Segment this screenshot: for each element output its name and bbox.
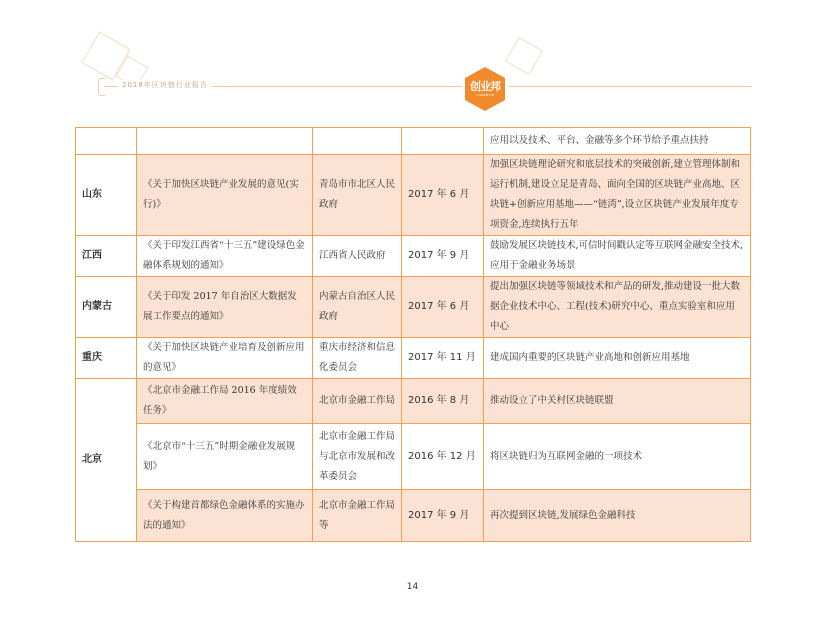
header-divider-right bbox=[508, 86, 752, 87]
date-cell: 2017 年 6 月 bbox=[402, 155, 484, 236]
date-cell: 2017 年 9 月 bbox=[402, 490, 484, 542]
header-bracket bbox=[98, 78, 105, 96]
logo bbox=[462, 66, 508, 112]
table-row bbox=[76, 155, 751, 236]
content-cell: 应用以及技术、平台、金融等多个环节给予重点扶持 bbox=[484, 128, 751, 155]
table-row bbox=[76, 424, 751, 490]
report-title: 2018年区块链行业报告 bbox=[118, 80, 212, 90]
logo-text: 创业邦 bbox=[470, 80, 500, 93]
agency-cell: 青岛市市北区人民政府 bbox=[313, 155, 402, 236]
date-cell: 2017 年 11 月 bbox=[402, 338, 484, 379]
agency-cell: 江西省人民政府 bbox=[313, 236, 402, 277]
province-cell: 山东 bbox=[76, 155, 137, 236]
policy-cell: 《北京市金融工作局 2016 年度绩效任务》 bbox=[137, 379, 313, 424]
province-cell bbox=[76, 128, 137, 155]
table-row bbox=[76, 490, 751, 542]
province-cell: 江西 bbox=[76, 236, 137, 277]
content-cell: 建成国内重要的区块链产业高地和创新应用基地 bbox=[484, 338, 751, 379]
page-number: 14 bbox=[406, 582, 419, 592]
date-cell: 2017 年 6 月 bbox=[402, 277, 484, 338]
content-cell: 加强区块链理论研究和底层技术的突破创新,建立管理体制和运行机制,建设立足是青岛、面向全国的区块链产业高地、区块链+创新应用基地——“链湾”,设立区块链产业发展年度专项资金,连续执行五年 bbox=[484, 155, 751, 236]
table-row bbox=[76, 338, 751, 379]
agency-cell: 内蒙古自治区人民政府 bbox=[313, 277, 402, 338]
policy-cell: 《关于印发江西省“十三五”建设绿色金融体系规划的通知》 bbox=[137, 236, 313, 277]
policy-cell: 《关于加快区块链产业培育及创新应用的意见》 bbox=[137, 338, 313, 379]
table-row bbox=[76, 128, 751, 155]
policy-cell: 《关于加快区块链产业发展的意见(实行)》 bbox=[137, 155, 313, 236]
content-cell: 推动设立了中关村区块链联盟 bbox=[484, 379, 751, 424]
agency-cell: 北京市金融工作局 bbox=[313, 379, 402, 424]
table-row bbox=[76, 379, 751, 424]
content-cell: 再次提到区块链,发展绿色金融科技 bbox=[484, 490, 751, 542]
agency-cell bbox=[313, 128, 402, 155]
agency-cell: 北京市金融工作局等 bbox=[313, 490, 402, 542]
date-cell: 2016 年 12 月 bbox=[402, 424, 484, 490]
province-cell: 北京 bbox=[76, 379, 137, 542]
agency-cell: 重庆市经济和信息化委员会 bbox=[313, 338, 402, 379]
date-cell: 2017 年 9 月 bbox=[402, 236, 484, 277]
logo-subtext: CYZONE.CN bbox=[476, 93, 494, 97]
date-cell bbox=[402, 128, 484, 155]
province-cell: 重庆 bbox=[76, 338, 137, 379]
content-cell: 鼓励发展区块链技术,可信时间戳认定等互联网金融安全技术,应用于金融业务场景 bbox=[484, 236, 751, 277]
table-row bbox=[76, 236, 751, 277]
content-cell: 提出加强区块链等领域技术和产品的研发,推动建设一批大数据企业技术中心、工程(技术)研究中心、重点实验室和应用中心 bbox=[484, 277, 751, 338]
date-cell: 2016 年 8 月 bbox=[402, 379, 484, 424]
decorative-hexagon bbox=[505, 37, 543, 75]
policy-cell: 《关于印发 2017 年自治区大数据发展工作要点的通知》 bbox=[137, 277, 313, 338]
content-cell: 将区块链归为互联网金融的一项技术 bbox=[484, 424, 751, 490]
policy-cell: 《关于构建首都绿色金融体系的实施办法的通知》 bbox=[137, 490, 313, 542]
policy-cell bbox=[137, 128, 313, 155]
agency-cell: 北京市金融工作局与北京市发展和改革委员会 bbox=[313, 424, 402, 490]
table-row bbox=[76, 277, 751, 338]
policy-cell: 《北京市“十三五”时期金融业发展规划》 bbox=[137, 424, 313, 490]
policy-table bbox=[75, 127, 751, 542]
province-cell: 内蒙古 bbox=[76, 277, 137, 338]
